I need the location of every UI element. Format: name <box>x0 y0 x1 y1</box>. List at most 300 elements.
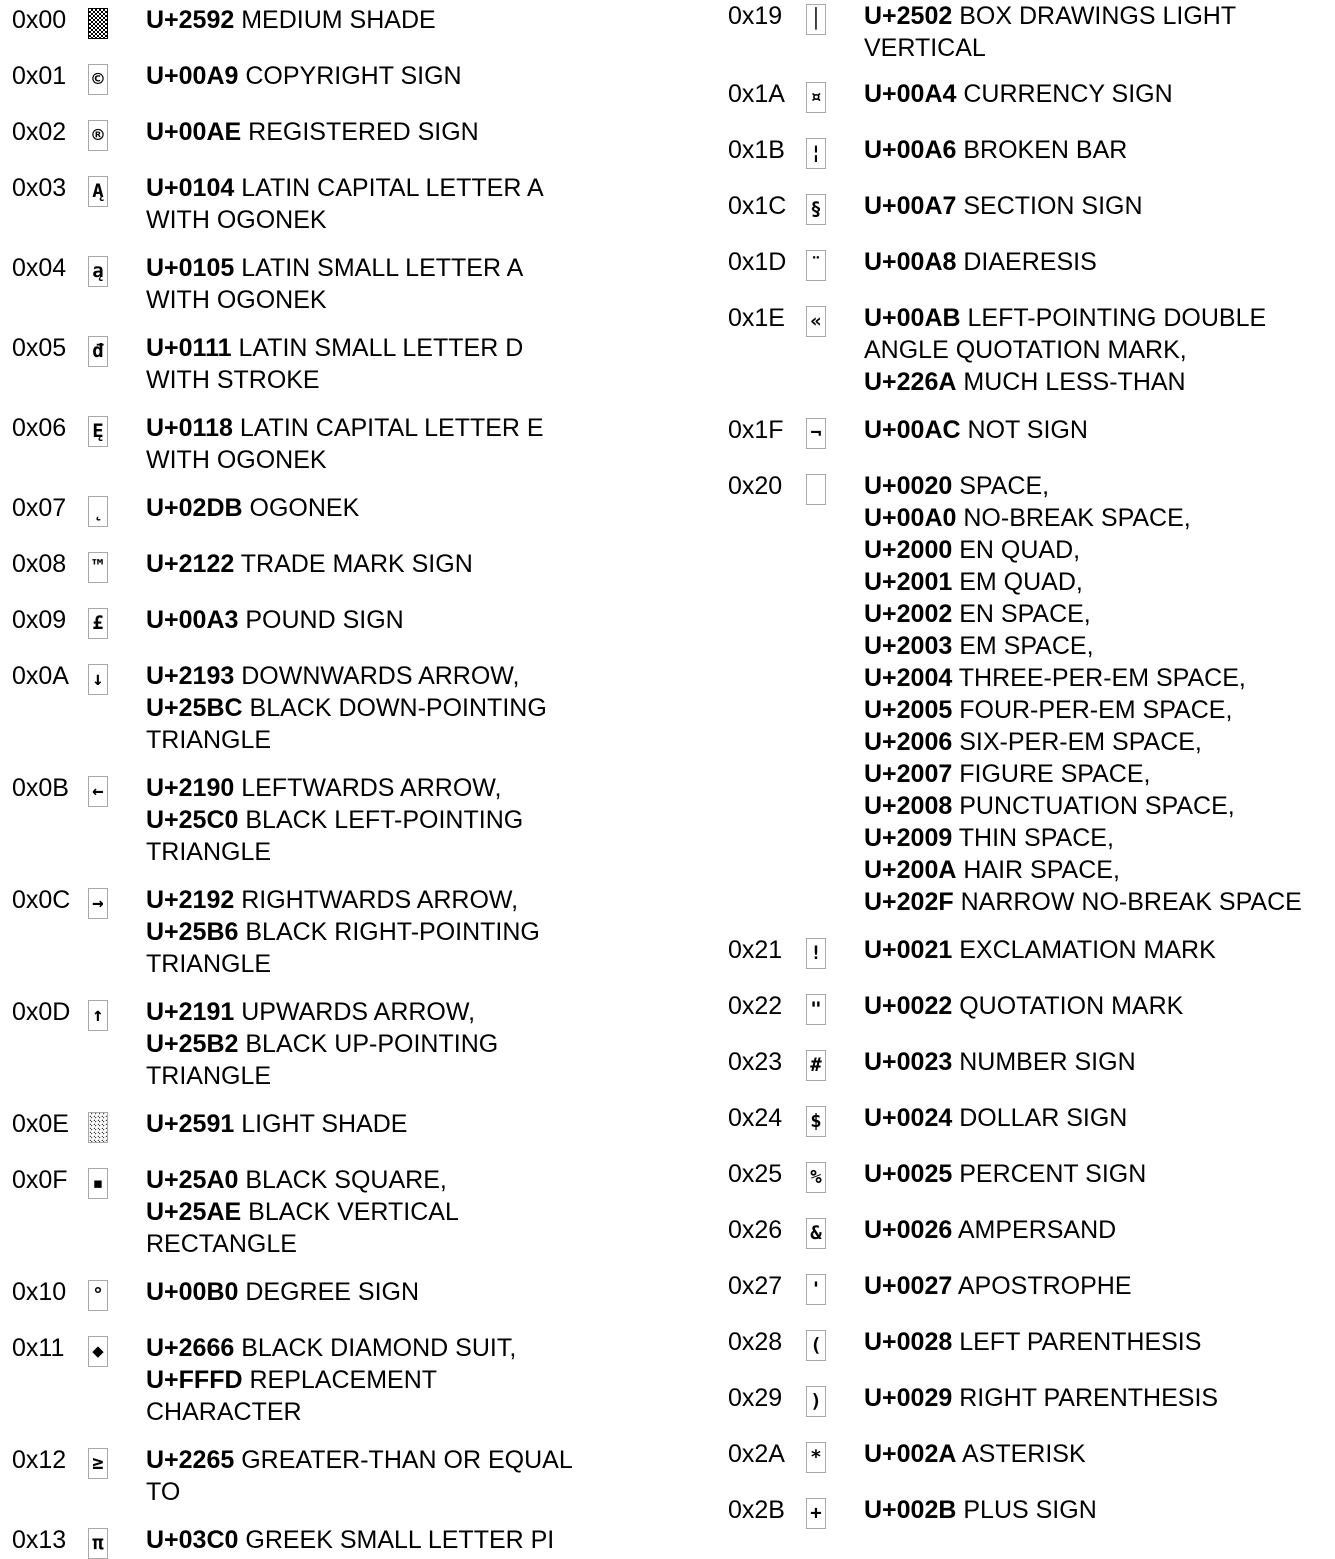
char-name: LATIN CAPITAL LETTER A <box>234 174 544 202</box>
char-name: POUND SIGN <box>238 606 404 634</box>
description-line <box>146 364 523 396</box>
codepoint: U+2192 <box>146 886 235 914</box>
char-description <box>864 78 1173 110</box>
char-name: EM QUAD, <box>952 568 1083 596</box>
codepoint: U+0024 <box>864 1104 953 1132</box>
glyph-preview-icon: " <box>806 994 826 1025</box>
char-name: WITH OGONEK <box>146 286 327 314</box>
char-name: VERTICAL <box>864 34 986 62</box>
char-name: GREEK SMALL LETTER PI <box>238 1526 555 1554</box>
byte-code: 0x19 <box>728 2 783 30</box>
byte-code: 0x05 <box>12 334 67 362</box>
codepoint: U+0027 <box>864 1272 953 1300</box>
description-line <box>864 32 1236 64</box>
char-name: REGISTERED SIGN <box>241 118 479 146</box>
char-name: BLACK VERTICAL <box>241 1198 459 1226</box>
char-description <box>146 4 436 36</box>
description-line <box>146 724 547 756</box>
description-line <box>146 996 498 1028</box>
glyph-preview-icon: Ę <box>88 416 108 447</box>
codepoint: U+0105 <box>146 254 235 282</box>
description-line <box>146 412 544 444</box>
description-line <box>864 1102 1127 1134</box>
char-name: FOUR-PER-EM SPACE, <box>952 696 1233 724</box>
glyph-preview-icon: ° <box>88 1280 108 1311</box>
char-description <box>146 412 544 476</box>
description-line <box>146 1332 516 1364</box>
char-description <box>864 246 1097 278</box>
char-name: CURRENCY SIGN <box>956 80 1173 108</box>
byte-code: 0x29 <box>728 1384 783 1412</box>
char-name: TRIANGLE <box>146 950 272 978</box>
byte-code: 0x1D <box>728 248 787 276</box>
byte-code: 0x04 <box>12 254 67 282</box>
description-line <box>146 332 523 364</box>
description-line <box>146 1028 498 1060</box>
glyph-preview-icon: * <box>806 1442 826 1473</box>
char-name: UPWARDS ARROW, <box>234 998 476 1026</box>
glyph-preview-icon: ¨ <box>806 250 826 281</box>
byte-code: 0x1A <box>728 80 785 108</box>
char-description <box>864 470 1302 918</box>
description-line <box>864 414 1088 446</box>
codepoint: U+03C0 <box>146 1526 239 1554</box>
char-description <box>864 1438 1086 1470</box>
description-line <box>146 252 523 284</box>
char-name: RIGHTWARDS ARROW, <box>234 886 519 914</box>
byte-code: 0x0F <box>12 1166 68 1194</box>
codepoint: U+2190 <box>146 774 235 802</box>
description-line <box>146 1196 459 1228</box>
char-name: SECTION SIGN <box>956 192 1143 220</box>
byte-code: 0x03 <box>12 174 67 202</box>
char-description <box>146 772 523 868</box>
char-description <box>146 660 547 756</box>
codepoint: U+2004 <box>864 664 953 692</box>
char-description <box>864 990 1183 1022</box>
codepoint: U+2000 <box>864 536 953 564</box>
codepoint: U+002B <box>864 1496 957 1524</box>
char-name: DOWNWARDS ARROW, <box>234 662 520 690</box>
codepoint: U+00A0 <box>864 504 957 532</box>
char-name: PLUS SIGN <box>956 1496 1097 1524</box>
byte-code: 0x26 <box>728 1216 783 1244</box>
codepoint: U+00A8 <box>864 248 957 276</box>
codepoint: U+2002 <box>864 600 953 628</box>
char-description <box>146 1108 407 1140</box>
codepoint: U+02DB <box>146 494 243 522</box>
byte-code: 0x1C <box>728 192 787 220</box>
glyph-preview-icon: © <box>88 64 108 95</box>
char-description <box>864 934 1216 966</box>
byte-code: 0x25 <box>728 1160 783 1188</box>
byte-code: 0x01 <box>12 62 67 90</box>
char-name: TRIANGLE <box>146 1062 272 1090</box>
char-name: LATIN SMALL LETTER A <box>234 254 524 282</box>
description-line <box>146 60 462 92</box>
byte-code: 0x0C <box>12 886 71 914</box>
char-name: BLACK RIGHT-POINTING <box>238 918 540 946</box>
char-name: WITH OGONEK <box>146 206 327 234</box>
codepoint: U+0026 <box>864 1216 953 1244</box>
glyph-preview-icon: ( <box>806 1330 826 1361</box>
char-description <box>864 1158 1146 1190</box>
description-line <box>864 662 1302 694</box>
char-name: THREE-PER-EM SPACE, <box>952 664 1246 692</box>
char-name: NARROW NO-BREAK SPACE <box>953 888 1302 916</box>
byte-code: 0x2B <box>728 1496 785 1524</box>
glyph-preview-icon: & <box>806 1218 826 1249</box>
codepoint: U+2591 <box>146 1110 235 1138</box>
glyph-preview-icon <box>806 474 826 505</box>
codepoint: U+25AE <box>146 1198 242 1226</box>
glyph-preview-icon: # <box>806 1050 826 1081</box>
char-name: RECTANGLE <box>146 1230 297 1258</box>
description-line <box>864 854 1302 886</box>
codepoint: U+00A7 <box>864 192 957 220</box>
char-name: BLACK UP-POINTING <box>238 1030 499 1058</box>
codepoint: U+2191 <box>146 998 235 1026</box>
char-name: ASTERISK <box>956 1440 1086 1468</box>
description-line <box>864 566 1302 598</box>
char-name: HAIR SPACE, <box>956 856 1120 884</box>
glyph-preview-icon: ↑ <box>88 1000 108 1031</box>
char-name: MUCH LESS-THAN <box>956 368 1186 396</box>
codepoint: U+2007 <box>864 760 953 788</box>
description-line <box>146 444 544 476</box>
codepoint: U+2003 <box>864 632 953 660</box>
codepoint: U+00A6 <box>864 136 957 164</box>
description-line <box>146 772 523 804</box>
char-name: BLACK LEFT-POINTING <box>238 806 524 834</box>
byte-code: 0x02 <box>12 118 67 146</box>
codepoint: U+25A0 <box>146 1166 239 1194</box>
codepoint: U+25BC <box>146 694 243 722</box>
char-name: BOX DRAWINGS LIGHT <box>952 2 1237 30</box>
byte-code: 0x20 <box>728 472 783 500</box>
description-line <box>146 1060 498 1092</box>
char-name: EM SPACE, <box>952 632 1094 660</box>
byte-code: 0x22 <box>728 992 783 1020</box>
char-name: PUNCTUATION SPACE, <box>952 792 1235 820</box>
glyph-preview-icon: Ą <box>88 176 108 207</box>
codepoint: U+00AC <box>864 416 961 444</box>
char-name: BLACK DIAMOND SUIT, <box>234 1334 517 1362</box>
byte-code: 0x08 <box>12 550 67 578</box>
glyph-preview-icon: │ <box>806 4 826 35</box>
char-description <box>146 1332 516 1428</box>
description-line <box>146 4 436 36</box>
char-description <box>864 134 1127 166</box>
char-description <box>146 604 404 636</box>
byte-code: 0x0B <box>12 774 69 802</box>
description-line <box>864 1382 1218 1414</box>
description-line <box>146 916 540 948</box>
description-line <box>146 884 540 916</box>
codepoint: U+0023 <box>864 1048 953 1076</box>
description-line <box>864 1438 1086 1470</box>
description-line <box>864 630 1302 662</box>
glyph-preview-icon: ' <box>806 1274 826 1305</box>
glyph-preview-icon: ≥ <box>88 1448 108 1479</box>
description-line <box>146 172 544 204</box>
description-line <box>146 1444 573 1476</box>
description-line <box>146 116 479 148</box>
char-name: TRIANGLE <box>146 726 272 754</box>
byte-code: 0x0E <box>12 1110 69 1138</box>
byte-code: 0x00 <box>12 6 67 34</box>
description-line <box>864 1214 1116 1246</box>
char-name: NO-BREAK SPACE, <box>956 504 1191 532</box>
glyph-preview-icon: ¬ <box>806 418 826 449</box>
char-name: LIGHT SHADE <box>234 1110 408 1138</box>
char-description <box>146 252 523 316</box>
codepoint: U+00A3 <box>146 606 239 634</box>
byte-code: 0x06 <box>12 414 67 442</box>
char-name: FIGURE SPACE, <box>952 760 1151 788</box>
char-description <box>146 332 523 396</box>
char-name: TO <box>146 1478 181 1506</box>
codepoint: U+2006 <box>864 728 953 756</box>
description-line <box>864 822 1302 854</box>
description-line <box>146 284 523 316</box>
char-description <box>864 0 1236 64</box>
codepoint: U+002A <box>864 1440 957 1468</box>
char-name: APOSTROPHE <box>952 1272 1132 1300</box>
char-name: EN SPACE, <box>952 600 1091 628</box>
byte-code: 0x24 <box>728 1104 783 1132</box>
description-line <box>146 1276 419 1308</box>
description-line <box>864 134 1127 166</box>
description-line <box>146 1476 573 1508</box>
char-name: SIX-PER-EM SPACE, <box>952 728 1202 756</box>
codepoint: U+00AB <box>864 304 961 332</box>
byte-code: 0x28 <box>728 1328 783 1356</box>
description-line <box>864 990 1183 1022</box>
codepoint: U+226A <box>864 368 957 396</box>
glyph-preview-icon: π <box>88 1528 108 1559</box>
char-name: TRADE MARK SIGN <box>234 550 473 578</box>
char-name: THIN SPACE, <box>952 824 1114 852</box>
codepoint: U+FFFD <box>146 1366 243 1394</box>
description-line <box>864 534 1302 566</box>
char-description <box>864 1270 1132 1302</box>
description-line <box>146 1164 459 1196</box>
glyph-preview-icon: $ <box>806 1106 826 1137</box>
codepoint: U+200A <box>864 856 957 884</box>
codepoint: U+00AE <box>146 118 242 146</box>
description-line <box>146 1228 459 1260</box>
char-name: BLACK SQUARE, <box>238 1166 447 1194</box>
codepoint: U+00B0 <box>146 1278 239 1306</box>
description-line <box>146 548 473 580</box>
char-name: NOT SIGN <box>960 416 1088 444</box>
glyph-preview-icon: £ <box>88 608 108 639</box>
description-line <box>864 246 1097 278</box>
description-line <box>146 204 544 236</box>
char-description <box>864 414 1088 446</box>
description-line <box>864 934 1216 966</box>
char-name: GREATER-THAN OR EQUAL <box>234 1446 573 1474</box>
char-description <box>146 1524 554 1556</box>
codepoint: U+2502 <box>864 2 953 30</box>
char-name: COPYRIGHT SIGN <box>238 62 462 90</box>
description-line <box>864 598 1302 630</box>
char-name: DEGREE SIGN <box>238 1278 420 1306</box>
byte-code: 0x09 <box>12 606 67 634</box>
char-description <box>864 1494 1097 1526</box>
description-line <box>864 886 1302 918</box>
codepoint: U+2009 <box>864 824 953 852</box>
char-name: OGONEK <box>242 494 360 522</box>
codepoint: U+25B6 <box>146 918 239 946</box>
char-description <box>864 1046 1136 1078</box>
description-line <box>146 948 540 980</box>
char-description <box>864 302 1266 398</box>
codepoint: U+0111 <box>146 334 232 362</box>
byte-code: 0x27 <box>728 1272 783 1300</box>
description-line <box>864 502 1302 534</box>
description-line <box>864 790 1302 822</box>
byte-code: 0x21 <box>728 936 783 964</box>
description-line <box>864 1326 1201 1358</box>
glyph-preview-icon: đ <box>88 336 108 367</box>
char-description <box>146 1164 459 1260</box>
description-line <box>146 804 523 836</box>
char-description <box>146 1444 573 1508</box>
byte-code: 0x07 <box>12 494 67 522</box>
char-name: AMPERSAND <box>952 1216 1117 1244</box>
codepoint: U+25B2 <box>146 1030 239 1058</box>
description-line <box>864 470 1302 502</box>
char-name: CHARACTER <box>146 1398 302 1426</box>
glyph-preview-icon: ▪ <box>88 1168 108 1199</box>
byte-code: 0x10 <box>12 1278 67 1306</box>
char-description <box>864 1102 1127 1134</box>
description-line <box>864 366 1266 398</box>
char-name: LEFT-POINTING DOUBLE <box>960 304 1267 332</box>
glyph-preview-icon: ˛ <box>88 496 108 527</box>
description-line <box>864 1270 1132 1302</box>
description-line <box>864 302 1266 334</box>
codepoint: U+2193 <box>146 662 235 690</box>
char-name: QUOTATION MARK <box>952 992 1184 1020</box>
char-name: BLACK DOWN-POINTING <box>242 694 547 722</box>
glyph-preview-icon: ) <box>806 1386 826 1417</box>
byte-code: 0x0D <box>12 998 71 1026</box>
description-line <box>146 692 547 724</box>
char-name: WITH STROKE <box>146 366 320 394</box>
description-line <box>864 78 1173 110</box>
char-description <box>146 884 540 980</box>
description-line <box>146 604 404 636</box>
byte-code: 0x1F <box>728 416 784 444</box>
byte-code: 0x12 <box>12 1446 67 1474</box>
codepoint: U+0028 <box>864 1328 953 1356</box>
char-description <box>146 116 479 148</box>
description-line <box>146 836 523 868</box>
char-description <box>864 1382 1218 1414</box>
byte-code: 0x1E <box>728 304 785 332</box>
glyph-preview-icon <box>88 8 108 39</box>
description-line <box>146 1524 554 1556</box>
char-name: EXCLAMATION MARK <box>952 936 1216 964</box>
byte-code: 0x11 <box>12 1334 65 1362</box>
char-description <box>864 190 1143 222</box>
char-description <box>146 492 359 524</box>
glyph-preview-icon: → <box>88 888 108 919</box>
char-name: DIAERESIS <box>956 248 1097 276</box>
byte-code: 0x0A <box>12 662 69 690</box>
char-description <box>146 548 473 580</box>
byte-code: 0x2A <box>728 1440 785 1468</box>
char-name: BROKEN BAR <box>956 136 1128 164</box>
codepoint: U+2122 <box>146 550 235 578</box>
description-line <box>864 694 1302 726</box>
char-description <box>864 1214 1116 1246</box>
description-line <box>864 758 1302 790</box>
glyph-preview-icon: ↓ <box>88 664 108 695</box>
char-name: SPACE, <box>952 472 1050 500</box>
codepoint: U+25C0 <box>146 806 239 834</box>
codepoint: U+2008 <box>864 792 953 820</box>
glyph-preview-icon: ® <box>88 120 108 151</box>
byte-code: 0x13 <box>12 1526 67 1554</box>
codepoint: U+0104 <box>146 174 235 202</box>
char-description <box>146 60 462 92</box>
codepoint: U+2265 <box>146 1446 235 1474</box>
glyph-preview-icon: ą <box>88 256 108 287</box>
glyph-preview-icon: ¤ <box>806 82 826 113</box>
char-name: ANGLE QUOTATION MARK, <box>864 336 1187 364</box>
codepoint: U+0025 <box>864 1160 953 1188</box>
codepoint: U+202F <box>864 888 954 916</box>
glyph-preview-icon: ! <box>806 938 826 969</box>
description-line <box>146 1364 516 1396</box>
glyph-preview-icon: % <box>806 1162 826 1193</box>
description-line <box>864 1158 1146 1190</box>
codepoint: U+00A4 <box>864 80 957 108</box>
codepoint: U+2592 <box>146 6 235 34</box>
char-name: MEDIUM SHADE <box>234 6 436 34</box>
glyph-preview-icon: ◆ <box>88 1336 108 1367</box>
char-description <box>864 1326 1201 1358</box>
char-name: LATIN SMALL LETTER D <box>231 334 524 362</box>
description-line <box>864 334 1266 366</box>
description-line <box>864 1046 1136 1078</box>
char-description <box>146 172 544 236</box>
codepoint: U+0118 <box>146 414 233 442</box>
codepoint: U+2001 <box>864 568 953 596</box>
char-name: TRIANGLE <box>146 838 272 866</box>
description-line <box>146 1396 516 1428</box>
glyph-preview-icon: ¦ <box>806 138 826 169</box>
description-line <box>146 1108 407 1140</box>
glyph-preview-icon <box>88 1112 108 1143</box>
char-description <box>146 1276 419 1308</box>
codepoint: U+2005 <box>864 696 953 724</box>
byte-code: 0x23 <box>728 1048 783 1076</box>
glyph-preview-icon: + <box>806 1498 826 1529</box>
codepoint: U+0022 <box>864 992 953 1020</box>
byte-code: 0x1B <box>728 136 785 164</box>
description-line <box>146 492 359 524</box>
char-name: RIGHT PARENTHESIS <box>952 1384 1219 1412</box>
char-name: DOLLAR SIGN <box>952 1104 1128 1132</box>
char-name: NUMBER SIGN <box>952 1048 1136 1076</box>
char-name: LEFT PARENTHESIS <box>952 1328 1202 1356</box>
description-line <box>864 190 1143 222</box>
